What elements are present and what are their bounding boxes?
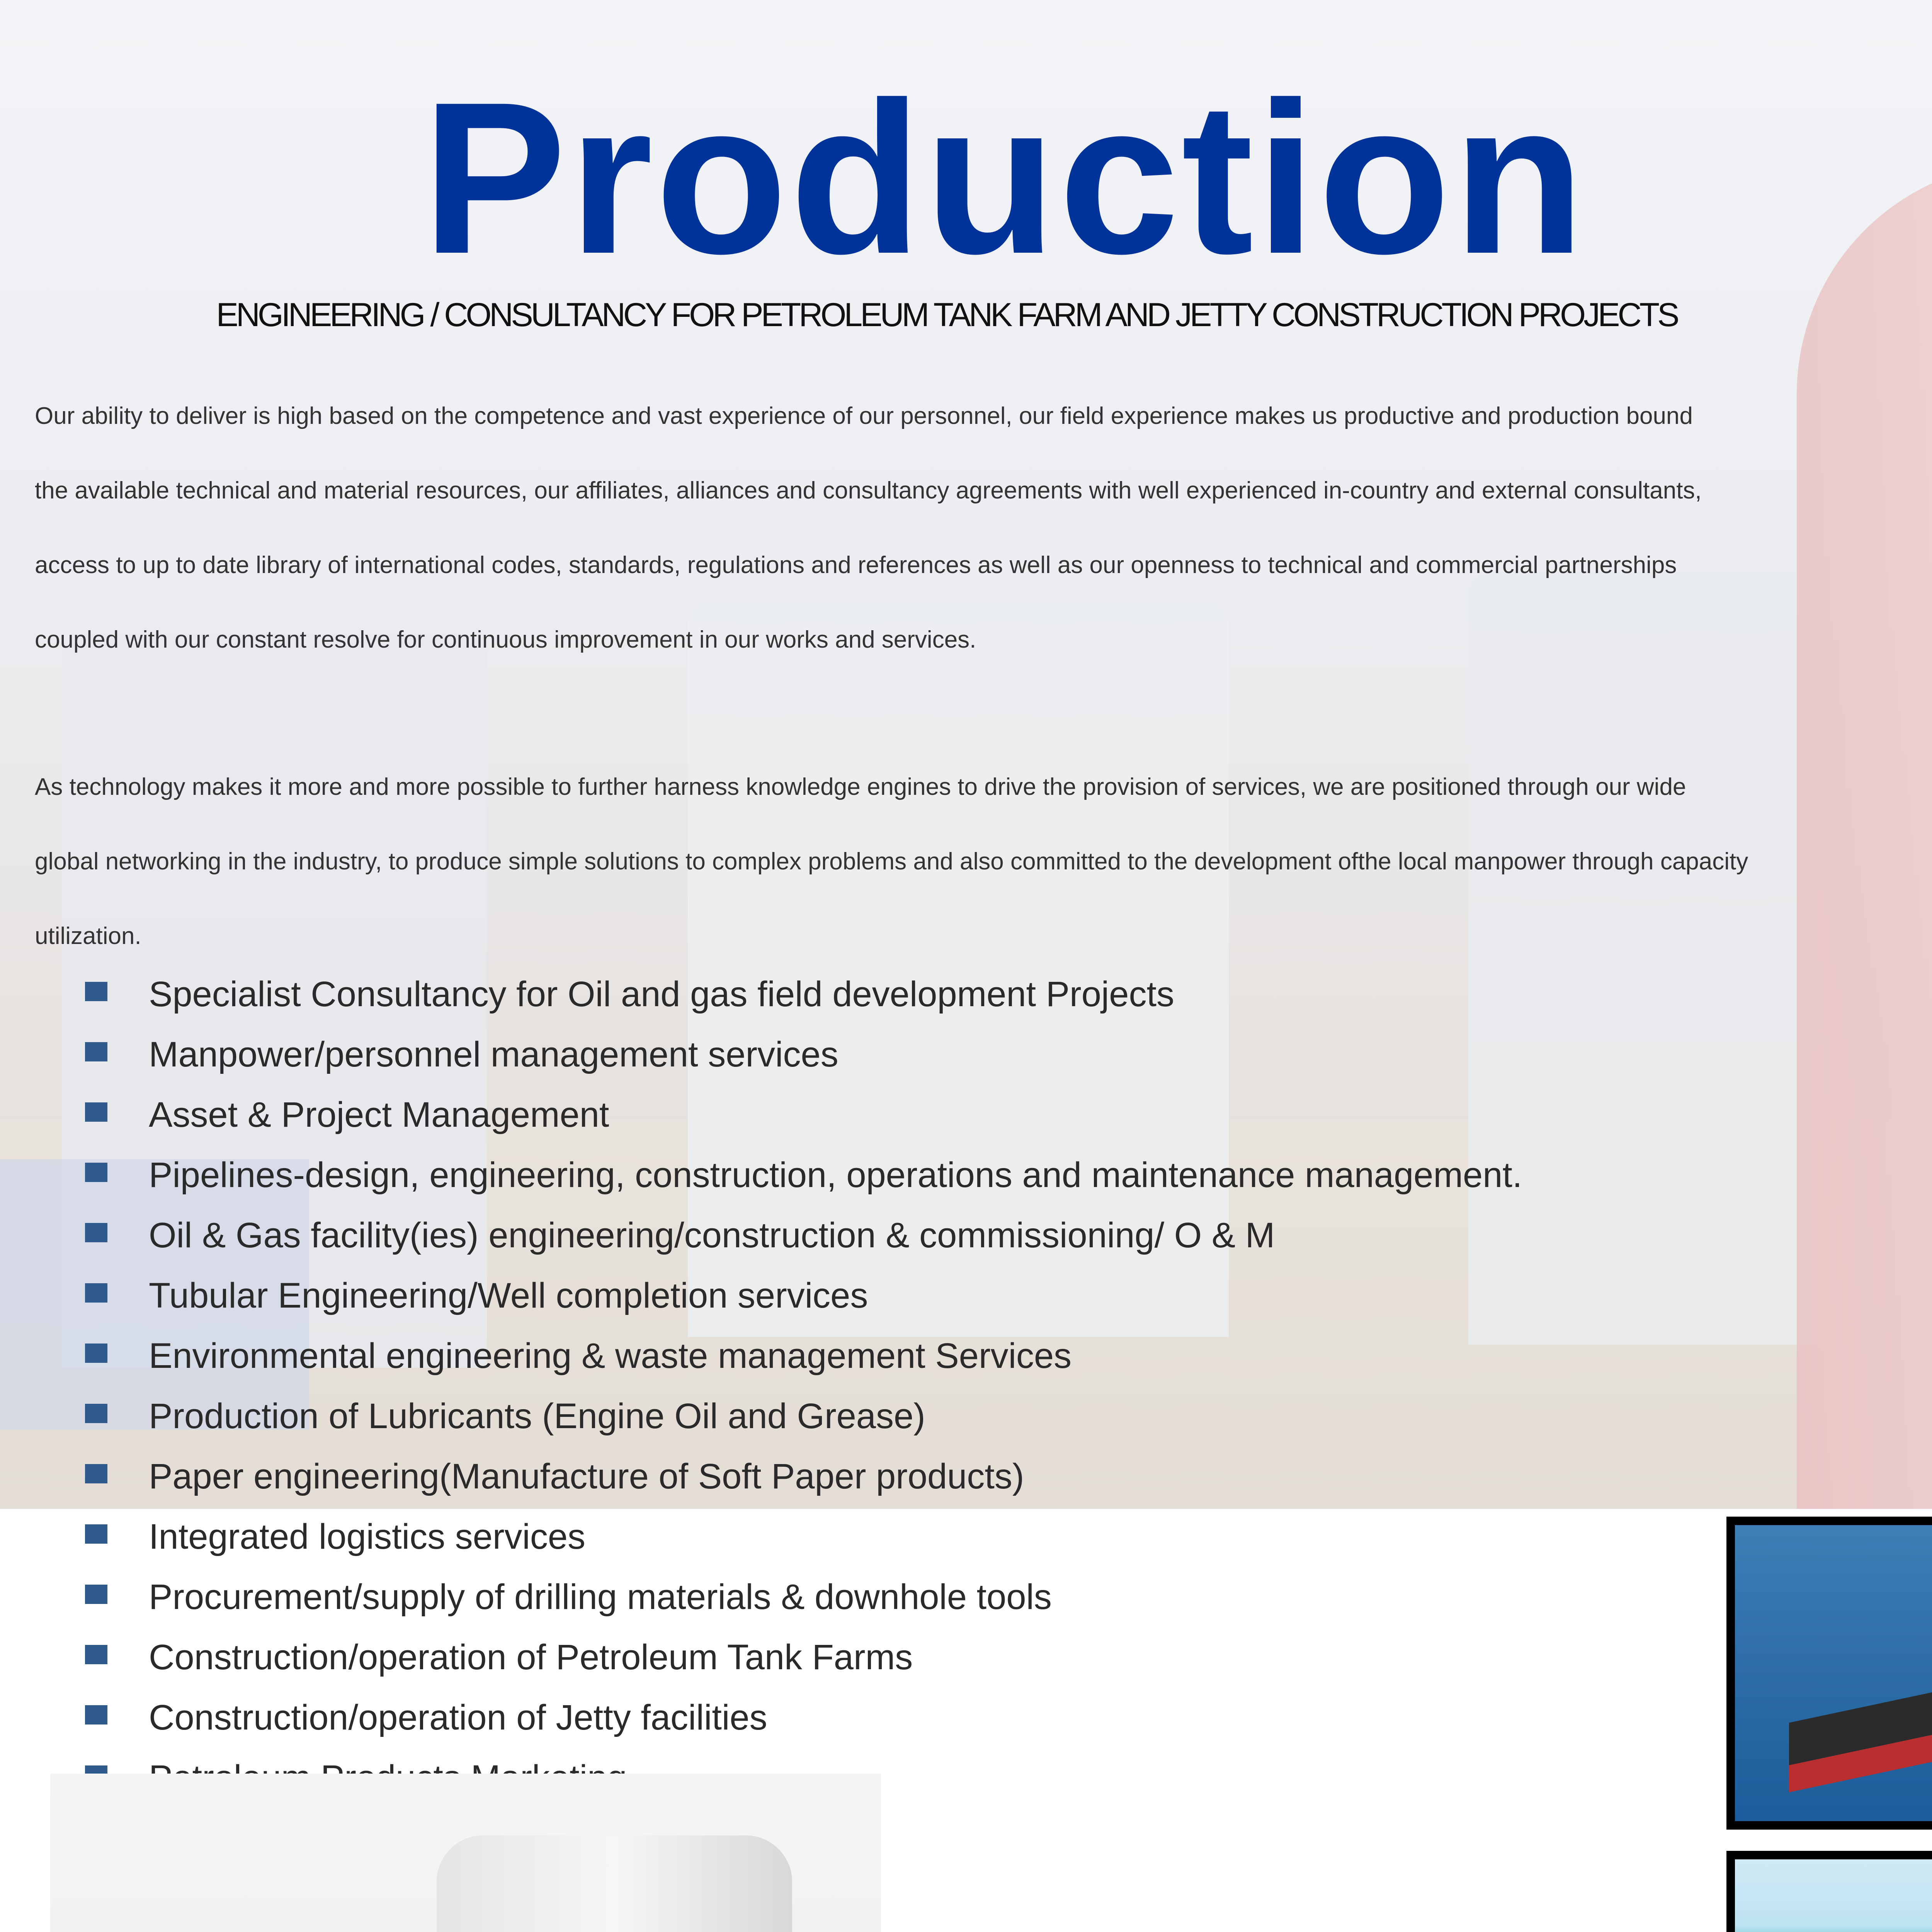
square-bullet-icon	[85, 982, 107, 1001]
service-item: Procurement/supply of drilling materials & downhole tools	[85, 1567, 1522, 1627]
fpso-vessel-photo	[1726, 1517, 1932, 1830]
service-item: Specialist Consultancy for Oil and gas field development Projects	[85, 964, 1522, 1024]
square-bullet-icon	[85, 1042, 107, 1061]
service-item: Paper engineering(Manufacture of Soft Paper products)	[85, 1446, 1522, 1507]
page-subtitle: ENGINEERING / CONSULTANCY FOR PETROLEUM TANK FARM AND JETTY CONSTRUCTION PROJECTS	[216, 296, 1677, 333]
technology-line: As technology makes it more and more possible to further harness knowledge engines to drive the provision of services, we are positioned through our wide	[35, 774, 1686, 800]
square-bullet-icon	[85, 1645, 107, 1664]
intro-line: Our ability to deliver is high based on the competence and vast experience of our personnel, our field experience makes us productive and production bound	[35, 403, 1693, 429]
square-bullet-icon	[85, 1585, 107, 1604]
square-bullet-icon	[85, 1705, 107, 1725]
services-list	[85, 964, 1522, 1808]
technology-paragraph	[35, 750, 1932, 973]
service-item: Pipelines-design, engineering, construction, operations and maintenance management.	[85, 1145, 1522, 1205]
intro-paragraph	[35, 379, 1932, 677]
service-item: Construction/operation of Petroleum Tank Farms	[85, 1627, 1522, 1687]
jetty-construction-photo	[1726, 1851, 1932, 1932]
service-item: Environmental engineering & waste management Services	[85, 1326, 1522, 1386]
square-bullet-icon	[85, 1102, 107, 1122]
service-item: Tubular Engineering/Well completion services	[85, 1265, 1522, 1326]
service-item: Production of Lubricants (Engine Oil and Grease)	[85, 1386, 1522, 1446]
service-item: Asset & Project Management	[85, 1085, 1522, 1145]
service-item: Construction/operation of Jetty facilities	[85, 1687, 1522, 1748]
square-bullet-icon	[85, 1223, 107, 1242]
page-title: Production	[422, 57, 1587, 299]
square-bullet-icon	[85, 1283, 107, 1303]
service-item: Integrated logistics services	[85, 1507, 1522, 1567]
square-bullet-icon	[85, 1163, 107, 1182]
tank-farm-photo	[50, 1774, 881, 1932]
service-item: Oil & Gas facility(ies) engineering/construction & commissioning/ O & M	[85, 1205, 1522, 1265]
square-bullet-icon	[85, 1464, 107, 1483]
intro-line: access to up to date library of international codes, standards, regulations and references as well as our openness to technical and commercial partnerships	[35, 552, 1677, 578]
intro-line: the available technical and material resources, our affiliates, alliances and consultancy agreements with well experienced in-country and external consultants,	[35, 477, 1702, 504]
square-bullet-icon	[85, 1404, 107, 1423]
service-item: Manpower/personnel management services	[85, 1024, 1522, 1085]
technology-line: global networking in the industry, to produce simple solutions to complex problems and also committed to the development ofthe local manpower through capacity	[35, 848, 1748, 875]
technology-line: utilization.	[35, 923, 141, 949]
square-bullet-icon	[85, 1524, 107, 1544]
intro-line: coupled with our constant resolve for continuous improvement in our works and services.	[35, 626, 976, 653]
square-bullet-icon	[85, 1344, 107, 1363]
